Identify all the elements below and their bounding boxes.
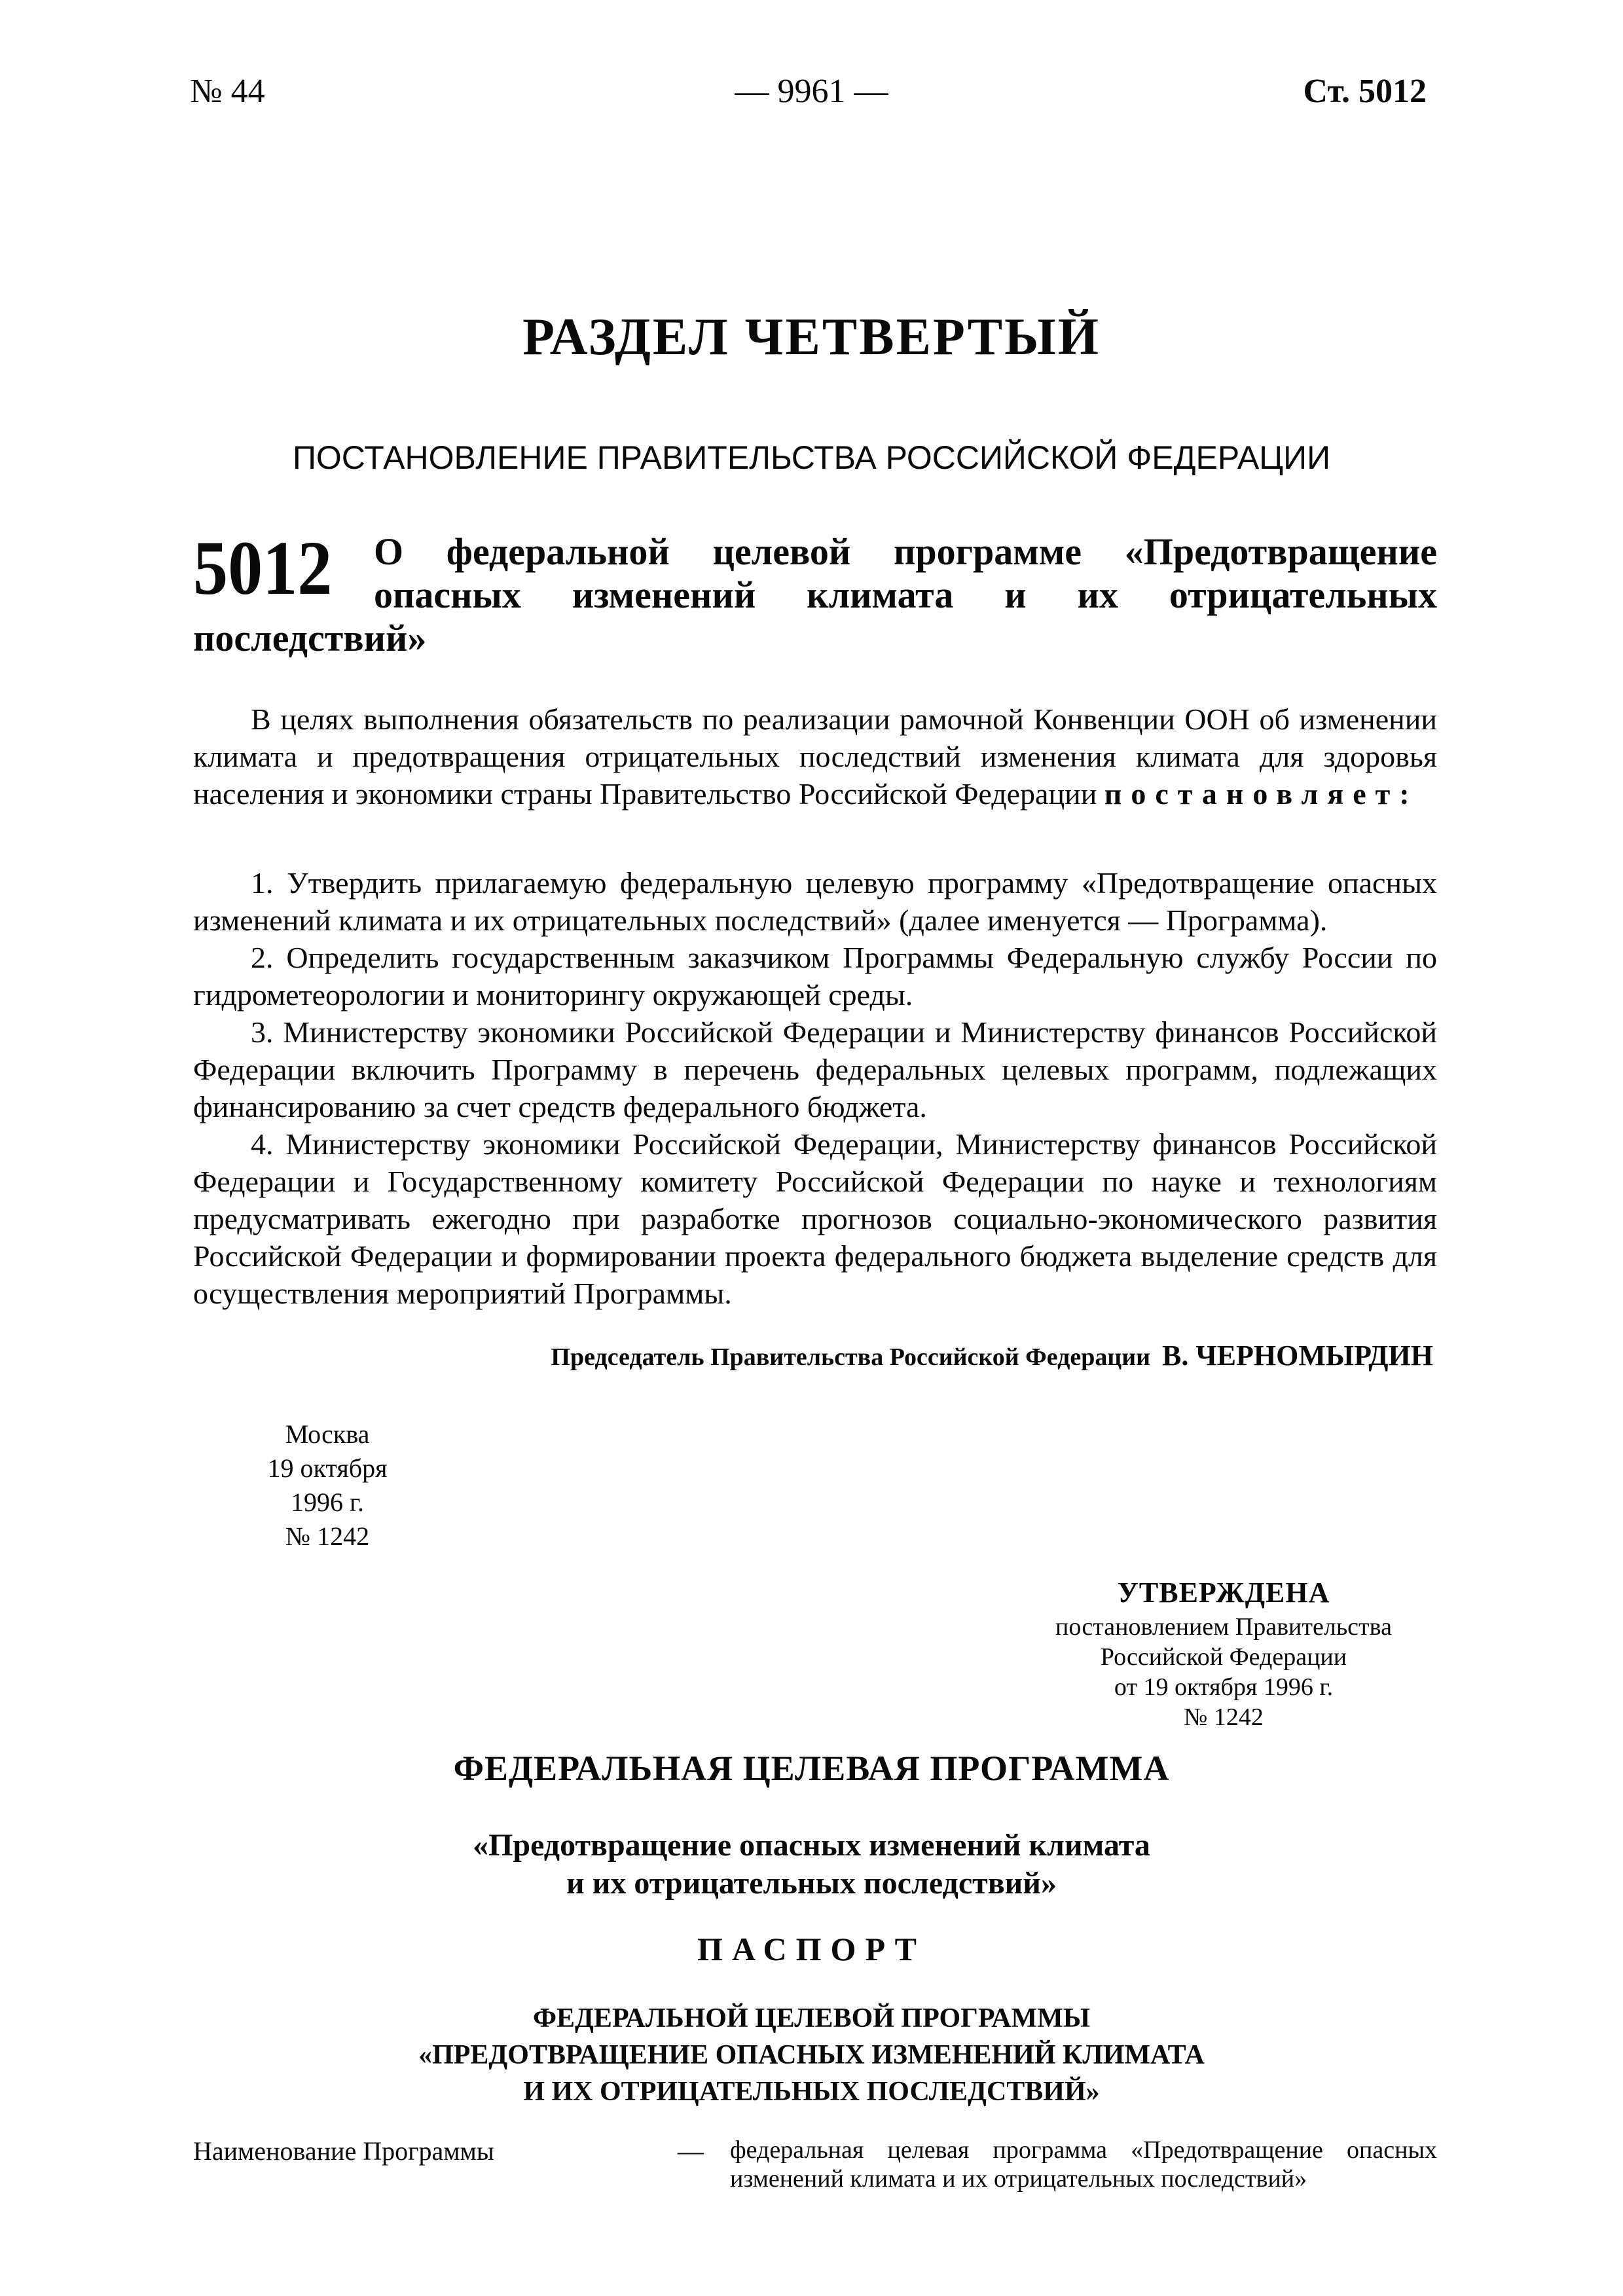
resolution-item: 3. Министерству экономики Российской Федерации и Министерству финансов Российской Федерации включить Программу в перечень федеральных целевых программ, подлежащих финансированию за счет средств федерального бюджета. [193, 1015, 1437, 1123]
document-heading: О федеральной целевой программе «Предотвращение опасных изменений климата и их отрицательных последствий» [193, 530, 1437, 659]
article-number: Ст. 5012 [1303, 73, 1427, 110]
row-value: федеральная целевая программа «Предотвращение опасных изменений климата и их отрицательных последствий» [730, 2136, 1437, 2193]
row-label: Наименование Программы [193, 2136, 494, 2166]
place-number: № 1242 [285, 1522, 370, 1551]
document-number: 5012 [193, 525, 333, 611]
approval-line: № 1242 [1184, 1704, 1264, 1731]
program-name [0, 1827, 1623, 1903]
approval-line: Российской Федерации [1100, 1643, 1347, 1671]
approval-head: УТВЕРЖДЕНА [1117, 1576, 1330, 1609]
place-city: Москва [285, 1419, 370, 1449]
signatory-title: Председатель Правительства Российской Федерации [551, 1343, 1151, 1371]
signatory-name: В. ЧЕРНОМЫРДИН [1162, 1339, 1433, 1372]
row-dash: — [678, 2136, 704, 2166]
document-heading-block [193, 525, 1437, 660]
passport-subtitle [0, 2000, 1623, 2110]
resolution-items [193, 864, 1437, 1312]
signature [551, 1339, 1433, 1372]
page-number: — 9961 — [735, 73, 888, 110]
program-name-line: и их отрицательных последствий» [566, 1866, 1057, 1901]
decree-title: ПОСТАНОВЛЕНИЕ ПРАВИТЕЛЬСТВА РОССИЙСКОЙ ФЕДЕРАЦИИ [292, 439, 1331, 476]
preamble-text: В целях выполнения обязательств по реализации рамочной Конвенции ООН об изменении климата и предотвращения отрицательных последствий изменения климата для здоровья населения и экономики страны Правительство Российской Федерации [193, 702, 1437, 811]
program-title: ФЕДЕРАЛЬНАЯ ЦЕЛЕВАЯ ПРОГРАММА [453, 1749, 1170, 1788]
program-name-line: «Предотвращение опасных изменений климата [473, 1828, 1150, 1863]
resolution-item: 2. Определить государственным заказчиком Программы Федеральную службу России по гидрометеорологии и мониторингу окружающей среды. [193, 941, 1437, 1011]
passport-subtitle-line: ФЕДЕРАЛЬНОЙ ЦЕЛЕВОЙ ПРОГРАММЫ [532, 2003, 1091, 2033]
section-title: РАЗДЕЛ ЧЕТВЕРТЫЙ [522, 308, 1101, 366]
passport-subtitle-line: «ПРЕДОТВРАЩЕНИЕ ОПАСНЫХ ИЗМЕНЕНИЙ КЛИМАТА [418, 2040, 1205, 2070]
resolves-word: постановляет: [1104, 777, 1419, 811]
place-date: 19 октября 1996 г. [267, 1453, 388, 1517]
passport-subtitle-line: И ИХ ОТРИЦАТЕЛЬНЫХ ПОСЛЕДСТВИЙ» [523, 2077, 1100, 2107]
resolution-item: 1. Утвердить прилагаемую федеральную целевую программу «Предотвращение опасных изменений климата и их отрицательных последствий» (далее именуется — Программа). [193, 866, 1437, 937]
resolution-item: 4. Министерству экономики Российской Федерации, Министерству финансов Российской Федерации и Государственному комитету Российской Федерации по науке и технологиям предусматривать ежегодно при разработке прогнозов социально-экономического развития Российской Федерации и формировании проекта федерального бюджета выделение средств для осуществления мероприятий Программы. [193, 1127, 1437, 1310]
issue-number: № 44 [190, 73, 265, 110]
approval-stamp [1027, 1578, 1420, 1732]
approval-line: постановлением Правительства [1055, 1613, 1392, 1641]
place-date-block [242, 1417, 412, 1554]
approval-line: от 19 октября 1996 г. [1114, 1673, 1334, 1701]
passport-title: ПАСПОРТ [697, 1931, 926, 1967]
preamble [193, 701, 1437, 812]
